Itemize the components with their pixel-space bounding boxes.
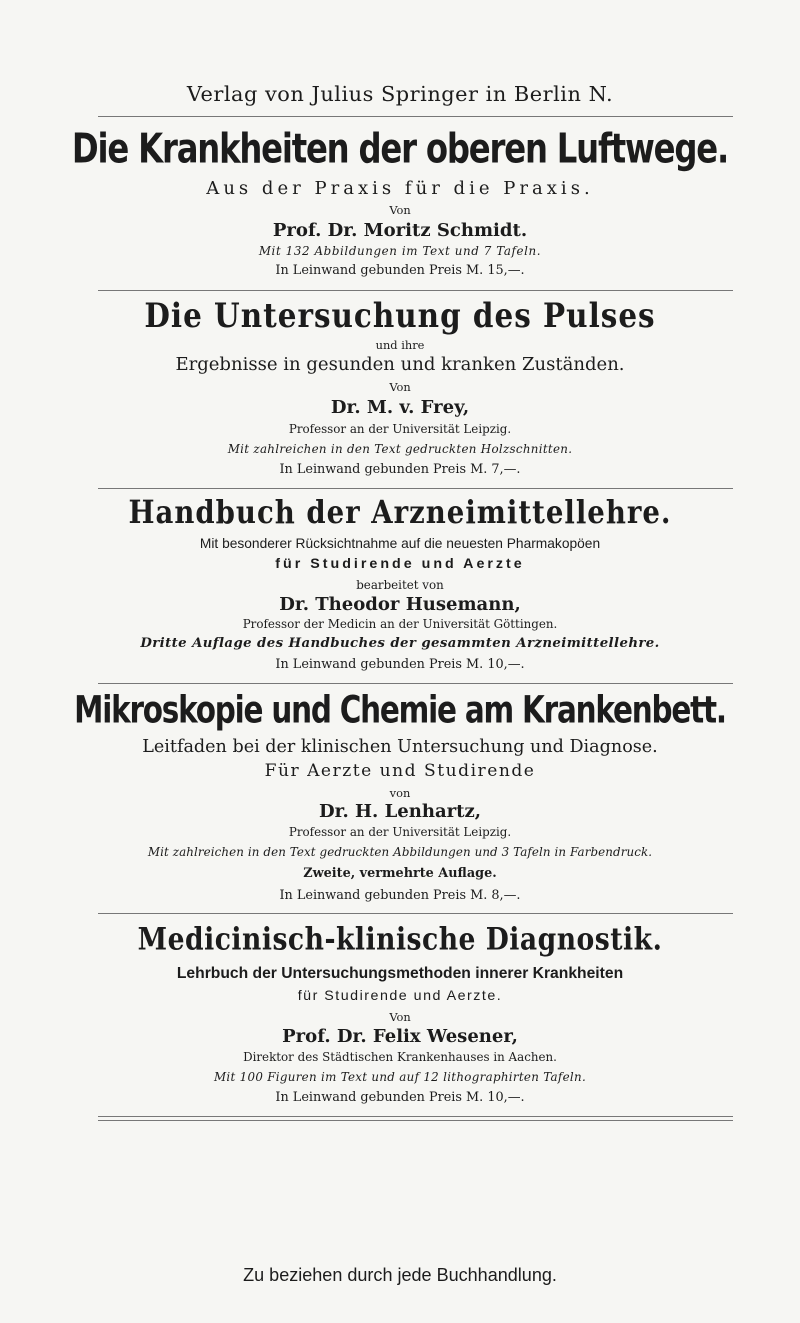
book-edition: Dritte Auflage des Handbuches der gesammten Arzneimittellehre.	[140, 636, 660, 651]
von-label: Von	[389, 203, 411, 217]
book-price: In Leinwand gebunden Preis M. 8,—.	[279, 888, 521, 903]
book-subtitle: Leitfaden bei der klinischen Untersuchung und Diagnose.	[142, 737, 658, 757]
von-label: Von	[389, 1010, 411, 1024]
book-price: In Leinwand gebunden Preis M. 15,—.	[275, 263, 525, 278]
book-subtitle: Lehrbuch der Untersuchungsmethoden innerer Krankheiten	[176, 965, 624, 982]
book-title: Die Krankheiten der oberen Luftwege.	[71, 124, 729, 173]
von-label: bearbeitet von	[356, 578, 444, 592]
book-author: Dr. H. Lenhartz,	[318, 801, 482, 822]
book-title: Handbuch der Arzneimittellehre.	[128, 494, 672, 531]
author-affiliation: Professor an der Universität Leipzig.	[288, 825, 512, 839]
von-label: Von	[389, 380, 411, 394]
book-author: Dr. Theodor Husemann,	[279, 594, 521, 615]
book-audience: für Studirende und Aerzte.	[297, 988, 503, 1004]
divider	[98, 116, 733, 117]
divider	[98, 913, 733, 914]
book-title: Die Untersuchung des Pulses	[144, 295, 656, 336]
author-affiliation: Direktor des Städtischen Krankenhauses in Aachen.	[243, 1050, 557, 1064]
book-author: Prof. Dr. Felix Wesener,	[282, 1026, 518, 1047]
book-subtitle: Mit besonderer Rücksichtnahme auf die neuesten Pharmakopöen	[199, 536, 601, 551]
book-subtitle: Ergebnisse in gesunden und kranken Zuständen.	[175, 354, 625, 375]
book-price: In Leinwand gebunden Preis M. 7,—.	[279, 462, 521, 477]
divider	[98, 290, 733, 291]
book-edition: Zweite, vermehrte Auflage.	[303, 866, 497, 881]
author-affiliation: Professor an der Universität Leipzig.	[288, 422, 512, 436]
book-author: Prof. Dr. Moritz Schmidt.	[272, 220, 528, 241]
book-price: In Leinwand gebunden Preis M. 10,—.	[275, 657, 525, 672]
book-audience: Für Aerzte und Studirende	[264, 761, 536, 781]
book-audience: für Studirende und Aerzte	[275, 556, 525, 572]
divider	[98, 488, 733, 489]
book-subtitle-small: und ihre	[375, 338, 425, 352]
book-illustrations: Mit 132 Abbildungen im Text und 7 Tafeln.	[258, 244, 542, 258]
double-divider	[98, 1116, 733, 1121]
footer-note: Zu beziehen durch jede Buchhandlung.	[243, 1265, 557, 1285]
publisher-heading: Verlag von Julius Springer in Berlin N.	[186, 82, 614, 106]
book-title: Medicinisch-klinische Diagnostik.	[137, 922, 663, 958]
von-label: von	[389, 786, 411, 800]
divider	[98, 683, 733, 684]
book-price: In Leinwand gebunden Preis M. 10,—.	[275, 1090, 525, 1105]
book-illustrations: Mit zahlreichen in den Text gedruckten Holzschnitten.	[227, 442, 573, 456]
book-title: Mikroskopie und Chemie am Krankenbett.	[74, 688, 726, 732]
book-author: Dr. M. v. Frey,	[330, 397, 470, 418]
author-affiliation: Professor der Medicin an der Universität Göttingen.	[242, 617, 558, 631]
book-subtitle: Aus der Praxis für die Praxis.	[206, 178, 594, 199]
book-illustrations: Mit 100 Figuren im Text und auf 12 lithographirten Tafeln.	[213, 1070, 587, 1084]
book-illustrations: Mit zahlreichen in den Text gedruckten Abbildungen und 3 Tafeln in Farbendruck.	[147, 845, 653, 859]
